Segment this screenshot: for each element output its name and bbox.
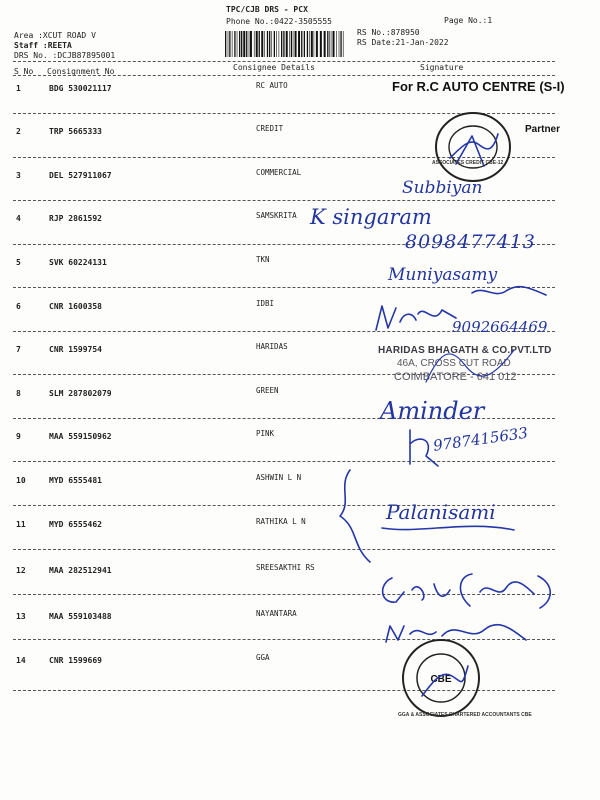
barcode-bar: [304, 31, 305, 57]
rs-date: RS Date:21-Jan-2022: [357, 38, 449, 47]
samskrita-signature: K singaram: [310, 205, 432, 229]
idbi-phone: 9092664469: [452, 318, 548, 336]
barcode-bar: [269, 31, 270, 57]
barcode-bar: [254, 31, 255, 57]
row-consignee: IDBI: [256, 299, 275, 308]
haridas-stamp-line-3: COIMBATORE - 641 012: [394, 371, 517, 383]
drs-number: DRS No. :DCJB87895001: [14, 51, 116, 60]
partner-label: Partner: [525, 124, 561, 135]
credit-seal-stamp: [432, 108, 514, 186]
doc-title: TPC/CJB DRS - PCX: [226, 5, 308, 14]
area-label: Area :XCUT ROAD V: [14, 31, 96, 40]
row-consignee: CREDIT: [256, 124, 284, 133]
row-consignment: CNR 1600358: [49, 302, 102, 311]
row-divider: [13, 549, 555, 550]
row-consignment: SLM 287802079: [49, 389, 112, 398]
row-consignee: PINK: [256, 429, 275, 438]
pink-phone: 9787415633: [432, 423, 530, 455]
barcode-bar: [276, 31, 277, 57]
rathika-signature: Palanisami: [386, 500, 496, 524]
barcode-bar: [249, 31, 250, 57]
green-signature: Aminder: [380, 397, 485, 425]
row-consignment: CNR 1599669: [49, 656, 102, 665]
row-consignee: COMMERCIAL: [256, 168, 302, 177]
barcode-bar: [256, 31, 258, 57]
barcode-bar: [237, 31, 238, 57]
barcode-bar: [293, 31, 294, 57]
haridas-stamp-line-2: 46A, CROSS CUT ROAD: [397, 358, 511, 369]
barcode-bar: [267, 31, 268, 57]
barcode-bar: [243, 31, 245, 57]
credit-seal-text: ASSOCIATES CREDIT CBE-12: [432, 160, 504, 166]
barcode-bar: [307, 31, 308, 57]
row-sno: 5: [16, 258, 21, 267]
barcode-bar: [261, 31, 263, 57]
row-consignment: CNR 1599754: [49, 345, 102, 354]
row-sno: 9: [16, 432, 21, 441]
sreesakthi-signature: [378, 570, 556, 612]
row-consignee: HARIDAS: [256, 342, 288, 351]
barcode-bar: [232, 31, 233, 57]
row-sno: 6: [16, 302, 21, 311]
row-consignment: DEL 527911067: [49, 171, 112, 180]
barcode-bar: [340, 31, 341, 57]
row-consignee: SREESAKTHI RS: [256, 563, 315, 572]
barcode-bar: [271, 31, 272, 57]
barcode-bar: [225, 31, 226, 57]
barcode-bar: [327, 31, 328, 57]
barcode-bar: [239, 31, 240, 57]
barcode-bar: [343, 31, 344, 57]
row-sno: 13: [16, 612, 26, 621]
row-sno: 1: [16, 84, 21, 93]
row-sno: 14: [16, 656, 26, 665]
gga-seal-stamp: [398, 636, 532, 720]
rc-auto-stamp: For R.C AUTO CENTRE (S-I): [392, 79, 565, 94]
barcode-bar: [246, 31, 247, 57]
samskrita-signature-2: Subbiyan: [402, 178, 483, 198]
staff-label: Staff :REETA: [14, 41, 72, 50]
row-sno: 8: [16, 389, 21, 398]
barcode-bar: [283, 31, 284, 57]
barcode-bar: [259, 31, 260, 57]
row-consignment: BDG 530021117: [49, 84, 112, 93]
row-consignee: RATHIKA L N: [256, 517, 306, 526]
samskrita-phone: 8098477413: [405, 231, 536, 253]
barcode-bar: [281, 31, 282, 57]
haridas-signature: [420, 342, 520, 386]
table-row: [0, 653, 600, 700]
row-sno: 3: [16, 171, 21, 180]
barcode-bar: [314, 31, 315, 57]
barcode-bar: [301, 31, 302, 57]
column-signature: Signature: [420, 63, 464, 72]
row-divider: [13, 200, 555, 201]
row-consignee: ASHWIN L N: [256, 473, 302, 482]
row-sno: 11: [16, 520, 26, 529]
column-sno: S No: [14, 67, 34, 76]
tkn-signature-stroke: [470, 283, 550, 301]
barcode-bar: [333, 31, 335, 57]
rathika-signature-underline: [378, 520, 518, 536]
barcode-bar: [241, 31, 242, 57]
row-sno: 2: [16, 127, 21, 136]
tkn-signature: Muniyasamy: [388, 265, 498, 285]
row-consignment: SVK 60224131: [49, 258, 107, 267]
row-sno: 12: [16, 566, 26, 575]
phone-number: Phone No.:0422-3505555: [226, 17, 332, 26]
row-consignee: SAMSKRITA: [256, 211, 297, 220]
ashwin-rathika-signature-bracket: [330, 466, 380, 566]
row-consignment: MYD 6555481: [49, 476, 102, 485]
barcode-bar: [250, 31, 252, 57]
row-consignee: TKN: [256, 255, 270, 264]
table-row: [0, 473, 600, 520]
barcode-bar: [331, 31, 332, 57]
barcode-bar: [339, 31, 340, 57]
barcode-bar: [279, 31, 280, 57]
column-consignment: Consignment No: [47, 67, 115, 76]
barcode-bar: [309, 31, 310, 57]
svg-text:CBE: CBE: [430, 674, 452, 685]
barcode-bar: [274, 31, 275, 57]
row-consignment: TRP 5665333: [49, 127, 102, 136]
barcode-bar: [264, 31, 265, 57]
row-sno: 7: [16, 345, 21, 354]
barcode-bar: [228, 31, 229, 57]
row-consignment: RJP 2861592: [49, 214, 102, 223]
row-consignment: MAA 559150962: [49, 432, 112, 441]
row-consignment: MYD 6555462: [49, 520, 102, 529]
idbi-signature: [372, 300, 462, 336]
row-consignee: RC AUTO: [256, 81, 288, 90]
barcode-bar: [329, 31, 330, 57]
barcode-bar: [234, 31, 235, 57]
row-consignment: MAA 282512941: [49, 566, 112, 575]
row-divider: [13, 461, 555, 462]
barcode-bar: [286, 31, 288, 57]
columns-divider: [13, 75, 555, 76]
row-consignment: MAA 559103488: [49, 612, 112, 621]
header-divider: [13, 61, 555, 62]
page-number: Page No.:1: [444, 16, 493, 25]
barcode-bar: [289, 31, 290, 57]
barcode-bar: [295, 31, 297, 57]
row-sno: 4: [16, 214, 21, 223]
row-consignee: GREEN: [256, 386, 279, 395]
gga-seal-text: GGA & ASSOCIATES CHARTERED ACCOUNTANTS CBE: [398, 712, 532, 718]
barcode-image: [224, 31, 346, 57]
barcode-bar: [291, 31, 292, 57]
haridas-stamp-line-1: HARIDAS BHAGATH & CO.PVT.LTD: [378, 345, 552, 356]
barcode-bar: [320, 31, 322, 57]
barcode-bar: [311, 31, 313, 57]
column-consignee: Consignee Details: [233, 63, 315, 72]
rs-number: RS No.:878950: [357, 28, 420, 37]
barcode-bar: [336, 31, 337, 57]
barcode-bar: [298, 31, 300, 57]
barcode-bar: [324, 31, 326, 57]
row-consignee: GGA: [256, 653, 270, 662]
barcode-bar: [229, 31, 230, 57]
row-sno: 10: [16, 476, 26, 485]
row-consignee: NAYANTARA: [256, 609, 297, 618]
barcode-bar: [316, 31, 318, 57]
